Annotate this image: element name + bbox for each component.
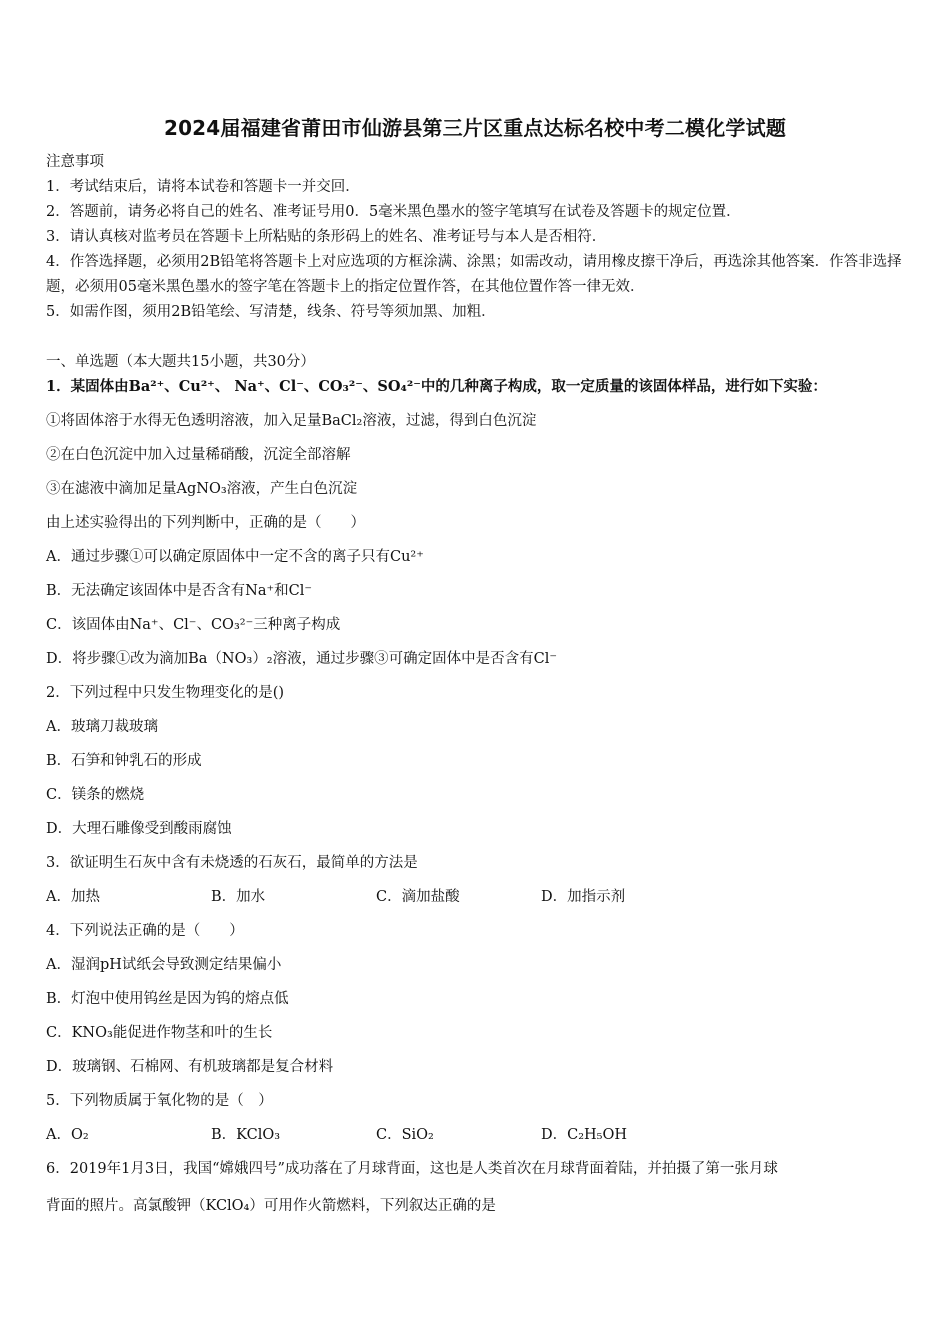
- q1-stem: 1．某固体由Ba²⁺、Cu²⁺、 Na⁺、Cl⁻、CO₃²⁻、SO₄²⁻中的几种离子构成，取一定质量的该固体样品，进行如下实验：: [46, 378, 827, 395]
- q4-option-c: C．KNO₃能促进作物茎和叶的生长: [46, 1025, 273, 1041]
- q1-option-a: A．通过步骤①可以确定原固体中一定不含的离子只有Cu²⁺: [46, 549, 424, 565]
- q2-option-d: D．大理石雕像受到酸雨腐蚀: [46, 821, 232, 837]
- q1-step-1: ①将固体溶于水得无色透明溶液，加入足量BaCl₂溶液，过滤，得到白色沉淀: [46, 413, 537, 429]
- q1-option-b: B．无法确定该固体中是否含有Na⁺和Cl⁻: [46, 583, 313, 599]
- q3-option-a: A．加热: [46, 889, 100, 905]
- notes-heading: 注意事项: [46, 154, 104, 170]
- note-item: 4．作答选择题，必须用2B铅笔将答题卡上对应选项的方框涂满、涂黑；如需改动，请用橡皮擦干净后，再选涂其他答案．作答非选择题，必须用05毫米黑色墨水的签字笔在答题卡上的指定位置作答，在其他位置作答一律无效．: [46, 254, 902, 295]
- q3-options: [46, 885, 906, 907]
- q6-stem-line-1: 6．2019年1月3日，我国“嫦娥四号”成功落在了月球背面，这也是人类首次在月球背面着陆，并拍摄了第一张月球: [46, 1161, 778, 1177]
- q1-option-d: D．将步骤①改为滴加Ba（NO₃）₂溶液，通过步骤③可确定固体中是否含有Cl⁻: [46, 651, 558, 667]
- section-heading: 一、单选题（本大题共15小题，共30分）: [46, 354, 315, 370]
- page-title: 2024届福建省莆田市仙游县第三片区重点达标名校中考二模化学试题: [163, 116, 787, 140]
- q1-ask: 由上述实验得出的下列判断中，正确的是（ ）: [46, 515, 365, 531]
- q2-option-b: B．石笋和钟乳石的形成: [46, 753, 202, 769]
- notes-section: [46, 150, 906, 325]
- note-item: 1．考试结束后，请将本试卷和答题卡一并交回．: [46, 179, 360, 195]
- q5-option-c: C．SiO₂: [376, 1127, 434, 1143]
- q2-stem: 2．下列过程中只发生物理变化的是(): [46, 685, 285, 701]
- q4-stem: 4．下列说法正确的是（ ）: [46, 923, 244, 939]
- q1-step-2: ②在白色沉淀中加入过量稀硝酸，沉淀全部溶解: [46, 447, 351, 463]
- q5-stem: 5．下列物质属于氧化物的是（ ）: [46, 1093, 273, 1109]
- q1-step-3: ③在滤液中滴加足量AgNO₃溶液，产生白色沉淀: [46, 481, 358, 497]
- note-item: 5．如需作图，须用2B铅笔绘、写清楚，线条、符号等须加黑、加粗．: [46, 304, 496, 320]
- q3-stem: 3．欲证明生石灰中含有未烧透的石灰石，最简单的方法是: [46, 855, 418, 871]
- q3-option-c: C．滴加盐酸: [376, 889, 460, 905]
- q1-option-c: C．该固体由Na⁺、Cl⁻、CO₃²⁻三种离子构成: [46, 617, 341, 633]
- q5-options: [46, 1123, 906, 1145]
- note-item: 2．答题前，请务必将自己的姓名、准考证号用0．5毫米黑色墨水的签字笔填写在试卷及答题卡的规定位置．: [46, 204, 741, 220]
- q2-option-c: C．镁条的燃烧: [46, 787, 145, 803]
- q4-option-d: D．玻璃钢、石棉网、有机玻璃都是复合材料: [46, 1059, 334, 1075]
- q5-option-d: D．C₂H₅OH: [541, 1127, 628, 1143]
- q3-option-b: B．加水: [211, 889, 266, 905]
- q4-option-a: A．湿润pH试纸会导致测定结果偏小: [46, 957, 282, 973]
- q4-option-b: B．灯泡中使用钨丝是因为钨的熔点低: [46, 991, 289, 1007]
- q3-option-d: D．加指示剂: [541, 889, 626, 905]
- q5-option-b: B．KClO₃: [211, 1127, 281, 1143]
- q2-option-a: A．玻璃刀裁玻璃: [46, 719, 158, 735]
- q6-stem-line-2: 背面的照片。高氯酸钾（KClO₄）可用作火箭燃料，下列叙达正确的是: [46, 1198, 496, 1214]
- q5-option-a: A．O₂: [46, 1127, 89, 1143]
- note-item: 3．请认真核对监考员在答题卡上所粘贴的条形码上的姓名、准考证号与本人是否相符．: [46, 229, 607, 245]
